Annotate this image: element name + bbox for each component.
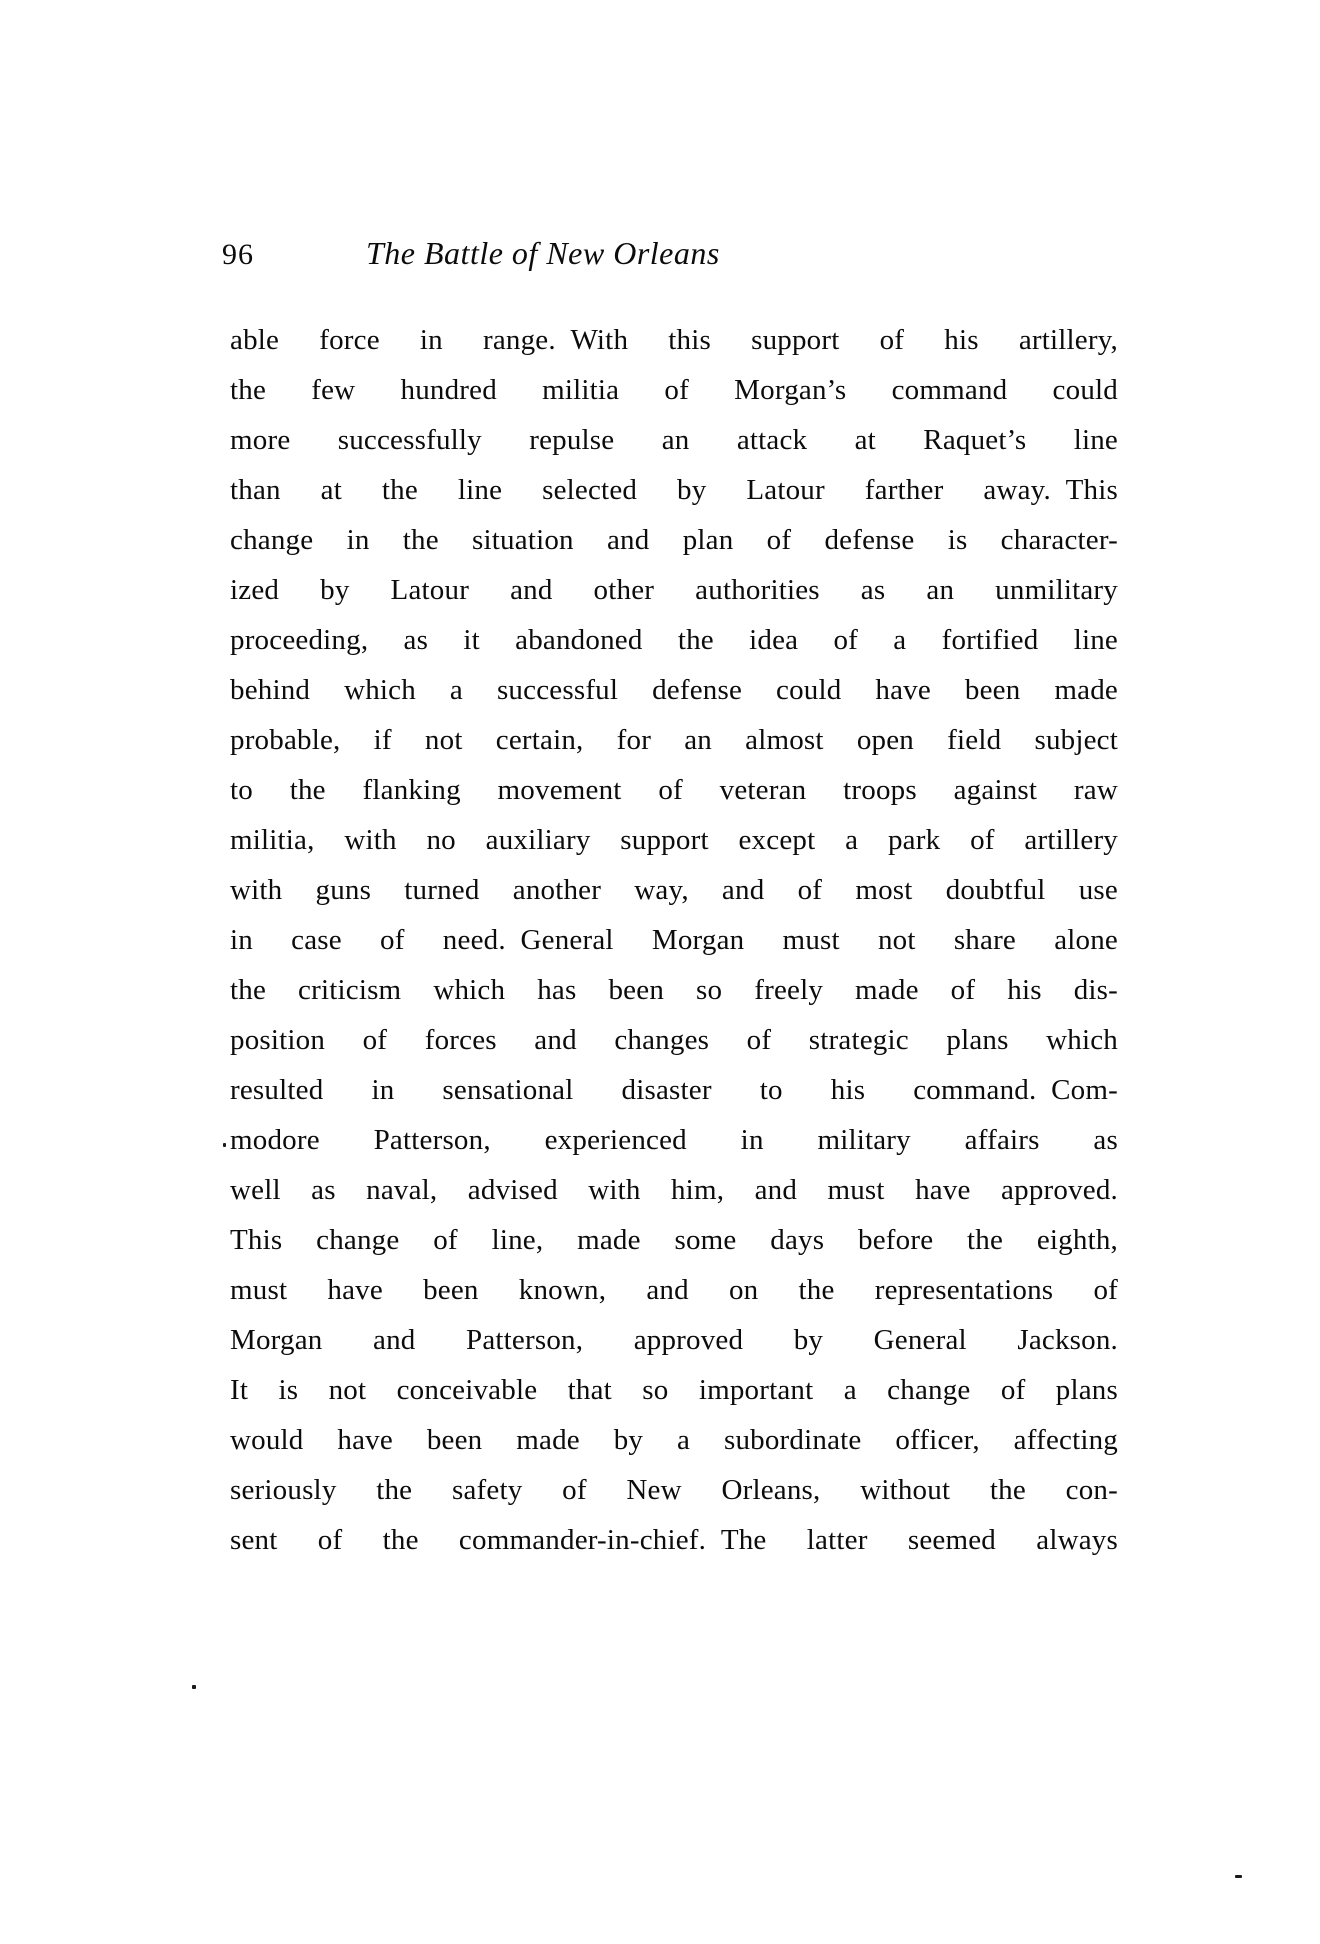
running-header-title: The Battle of New Orleans xyxy=(366,235,720,271)
body-text-line: probable, if not certain, for an almost open field subject xyxy=(230,724,1118,756)
scan-speck xyxy=(192,1685,196,1689)
body-text-line: the criticism which has been so freely made of his dis- xyxy=(230,974,1118,1006)
body-text-line: ized by Latour and other authorities as an unmilitary xyxy=(230,574,1118,606)
body-text-line: resulted in sensational disaster to his command. Com- xyxy=(230,1074,1118,1106)
body-text-line: sent of the commander-in-chief. The latter seemed always xyxy=(230,1524,1118,1556)
body-text-line: must have been known, and on the representations of xyxy=(230,1274,1118,1306)
body-text-line: position of forces and changes of strategic plans which xyxy=(230,1024,1118,1056)
body-text-line: behind which a successful defense could have been made xyxy=(230,674,1118,706)
scan-speck xyxy=(1235,1875,1242,1878)
body-text-line: well as naval, advised with him, and must have approved. xyxy=(230,1174,1118,1206)
body-text-line: change in the situation and plan of defense is character- xyxy=(230,524,1118,556)
body-text-line: Morgan and Patterson, approved by General Jackson. xyxy=(230,1324,1118,1356)
body-text-line: militia, with no auxiliary support except a park of artillery xyxy=(230,824,1118,856)
body-text-line: than at the line selected by Latour farther away. This xyxy=(230,474,1118,506)
body-text-line: in case of need. General Morgan must not share alone xyxy=(230,924,1118,956)
body-text-line: It is not conceivable that so important a change of plans xyxy=(230,1374,1118,1406)
page-number: 96 xyxy=(222,238,254,271)
scan-speck xyxy=(223,1143,226,1147)
body-text-line: proceeding, as it abandoned the idea of a fortified line xyxy=(230,624,1118,656)
body-text-line: with guns turned another way, and of most doubtful use xyxy=(230,874,1118,906)
body-text-line: This change of line, made some days before the eighth, xyxy=(230,1224,1118,1256)
body-text-line: modore Patterson, experienced in military affairs as xyxy=(230,1124,1118,1156)
body-text-line: would have been made by a subordinate officer, affecting xyxy=(230,1424,1118,1456)
body-text-block xyxy=(230,315,1118,1565)
body-text-line: the few hundred militia of Morgan’s command could xyxy=(230,374,1118,406)
body-text-line: seriously the safety of New Orleans, without the con- xyxy=(230,1474,1118,1506)
body-text-line: to the flanking movement of veteran troops against raw xyxy=(230,774,1118,806)
body-text-line: more successfully repulse an attack at Raquet’s line xyxy=(230,424,1118,456)
body-text-line: able force in range. With this support of his artillery, xyxy=(230,324,1118,356)
